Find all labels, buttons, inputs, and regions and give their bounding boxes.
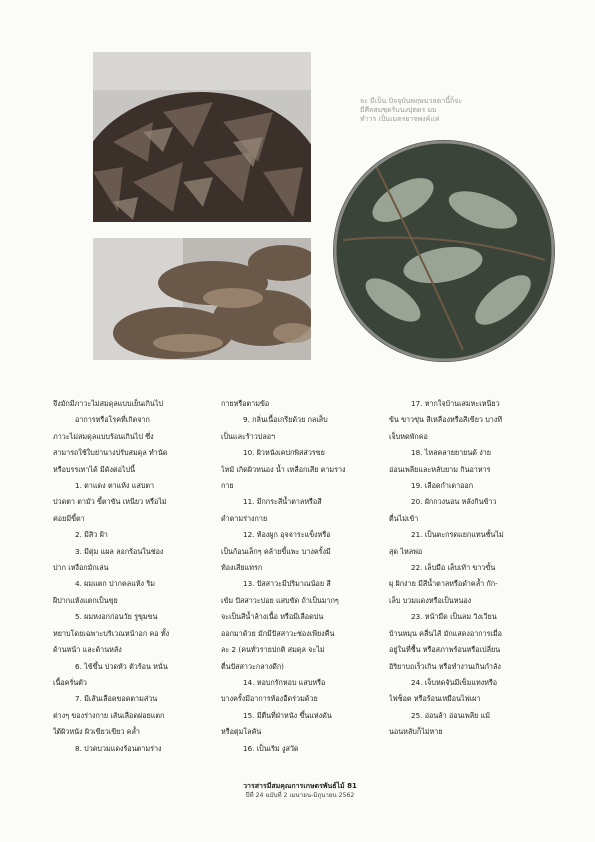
text-line: 17. หากใจบ้านเสมหะเหนียว	[411, 399, 500, 408]
text-line: ปวดตา ตามัว ขี้ตาขัน เหนียว หรือไม่	[53, 497, 167, 507]
text-line: 9. กลิ่นเนื้อเกรียด้วย กลเส็บ	[243, 415, 328, 425]
text-line: ข้น ขาวขุ่น สีเหลืองหรือสีเขียว บางที	[389, 415, 503, 425]
text-line: ปาก เหงือกมักเล่น	[53, 563, 109, 573]
text-line: 1. ตาแดง ตาแห้ง แสบตา	[75, 481, 155, 491]
text-line: จึงมักมีภาวะไม่สมดุลแบบเย็นเกินไป	[53, 399, 164, 408]
text-line: 20. ผักกวงนอน หลังกินข้าว	[411, 497, 497, 507]
text-line: อาการหรือโรคที่เกิดจาก	[75, 415, 150, 425]
text-line: ไหม้ เกิดผิวหนอง น้ำ เหลือกเสีย ตามราง	[221, 464, 346, 474]
text-line: 13. ปัสสาวะมีปริมาณน้อย สี	[243, 579, 331, 589]
page-footer	[225, 781, 375, 801]
text-line: จะเป็นสีน้ำล้างเนื้อ หรือมีเลือดปน	[221, 612, 324, 622]
text-line: อยู่ในที่ชื้น หรือสภาพร้อนหรือเปลี่ยน	[389, 645, 501, 655]
issue-label: ปีที่ 24 ฉบับที่ 2 เมษายน-มิถุนายน 2562	[245, 792, 355, 799]
text-line: 24. เจ็บหดจันมีเข็มแทงหรือ	[411, 677, 498, 687]
text-line: บางครั้งมีอาการท้องอืดร่วมด้วย	[221, 694, 318, 704]
text-line: กาย	[221, 481, 234, 491]
text-line: 2. มีสิว ฝ้า	[75, 530, 108, 540]
text-line: 6. ไข้ขึ้น ปวดหัว ตัวร้อน หนั่น	[75, 661, 168, 671]
text-line: 5. ผมหงอกก่อนวัย รูขุมขน	[75, 612, 158, 622]
text-line: 22. เล็บมือ เล็บเท้า ขาวขั้น	[411, 563, 496, 573]
text-line: สามารถใช้ใบย่านางปรับสมดุล ทำนัด	[53, 448, 168, 458]
text-line: เนื้อครั่นตัว	[53, 677, 87, 687]
text-line: ใต้ผิวหนัง ผิวเขียวเขียว คล้ำ	[53, 727, 140, 737]
text-column-1	[53, 396, 208, 757]
text-line: ต่างๆ ของร่างกาย เส้นเลือดฝอยแตก	[53, 710, 165, 720]
text-line: เล็บ บวมแดงหรือเป็นหนอง	[389, 595, 472, 605]
text-line: เป็นก้อนเล็กๆ คล้ายขี้แพะ บางครั้งมี	[221, 546, 331, 556]
text-line: 21. เป็นตะกรดแยกแทนชั้นไม่	[411, 530, 504, 540]
text-line: ด้านหน้า และด้านหลัง	[53, 645, 122, 655]
photo-dried-leaves-basket	[93, 52, 311, 222]
text-line: เข้ม ปัสสาวะบ่อย แสบขัด ถ้าเป็นมากๆ	[221, 595, 339, 605]
text-line: 4. ผมแตก ปากคลแห้ง ริม	[75, 579, 155, 589]
text-line: 25. อ่อนล้า อ่อนเพลีย แม้	[411, 710, 490, 720]
text-line: บ้านหมุน คลื่นไส้ มักแสดงอาการเมื่อ	[389, 628, 502, 638]
text-line: 8. ปวดบวมแดงร้อนตามร่าง	[75, 743, 162, 753]
text-line: 12. ท้องผูก อุจจาระแข็งหรือ	[243, 530, 331, 540]
bleed-line: ทำาร เป็นเมตรยาจพงค์แห่	[360, 115, 440, 123]
text-line: ท้องเสียแทรก	[221, 563, 263, 573]
text-line: 3. มีตุ่ม แผล ลอกร้อนในช่อง	[75, 546, 164, 556]
text-line: 16. เป็นเริม งูสวัด	[243, 743, 299, 753]
text-line: ออกมาด้วย มักมีปัสสาวะช่องเพียงคืน	[221, 628, 335, 638]
text-line: สุด ไหลพ่อ	[389, 546, 423, 556]
text-line: ตื่นปัสสาวะกลางดึก)	[221, 661, 284, 671]
text-line: อิริยาบถเร็วเกิน หรือทำงานเกินกำลัง	[389, 661, 501, 671]
text-line: อ่อนเพลียและหลับยาม กินอาหาร	[389, 464, 491, 474]
text-line: 10. ผิวหนังเคปกพิสส่วรขย	[243, 448, 325, 458]
bleed-line: มีศีลสมชุดรับนงปุตตร มม	[360, 106, 437, 114]
text-line: ค่อยมีขี้ตา	[53, 513, 85, 523]
text-line: กายหรือตามข้อ	[221, 399, 270, 408]
text-line: ผุ ผิกง่าย มีสีน้ำตาลหรือดำคล้ำ กัก-	[389, 579, 498, 589]
text-line: ดำตามร่างกาย	[221, 513, 268, 523]
text-line: 7. มีเส้นเลือดขอดตามส่วน	[75, 694, 158, 704]
bleed-through-text	[360, 97, 462, 124]
text-line: หยาบโดยเฉพาะบริเวณหน้าอก คอ ทั้ง	[53, 628, 170, 638]
text-line: 11. มีกกระสีน้ำตาลหรือสี	[243, 497, 322, 507]
text-line: หรือตุ่มโลคัน	[221, 727, 262, 737]
text-line: 23. หน้ามืด เป็นลม วิงเวียน	[411, 612, 497, 622]
journal-label: วารสารมีสมคุณการเกษตรพันธ์ไม้	[243, 782, 345, 790]
text-line: 19. เลือดกำเดาออก	[411, 481, 474, 491]
page-number: 81	[347, 782, 357, 790]
text-line: นอนหลับก็ไม่หาย	[389, 727, 443, 737]
text-line: 18. ไหลคลายยายนด้ ง่าย	[411, 448, 492, 458]
text-column-2	[221, 396, 377, 757]
photo-dry-leaves-pile	[93, 238, 311, 360]
text-line: ภาวะไม่สมดุลแบบร้อนเกินไป ซึ่ง	[53, 431, 154, 441]
text-line: หรือบรรเทาได้ มีดังต่อไปนี้	[53, 464, 135, 474]
photo-yanang-vine-leaves	[333, 140, 555, 362]
text-line: ตื่นไม่เข้า	[389, 513, 419, 523]
text-column-3	[389, 396, 545, 741]
text-line: ฝีปากแห้งแตกเป็นขุย	[53, 595, 118, 605]
text-line: ไฟช็อต หรือร้อนเหมือนไฟเผา	[389, 694, 481, 704]
text-line: 14. หอบกรักหอบ แสบหรือ	[243, 677, 326, 687]
text-line: เป็นและร้าวปลอฯ	[221, 431, 276, 441]
text-line: เจ็บหดพักคอ	[389, 431, 428, 441]
bleed-line: จะ มีเป็น ปัจจุบันพฤษมวลตานี้ก็จะ	[360, 97, 463, 105]
text-line: ละ 2 (คนทั่วรายปกติ สมดุล จะไม่	[221, 645, 325, 655]
text-line: 15. มีตืนที่ฝ่าหนัง ขึ้นแห่งดัน	[243, 710, 332, 720]
